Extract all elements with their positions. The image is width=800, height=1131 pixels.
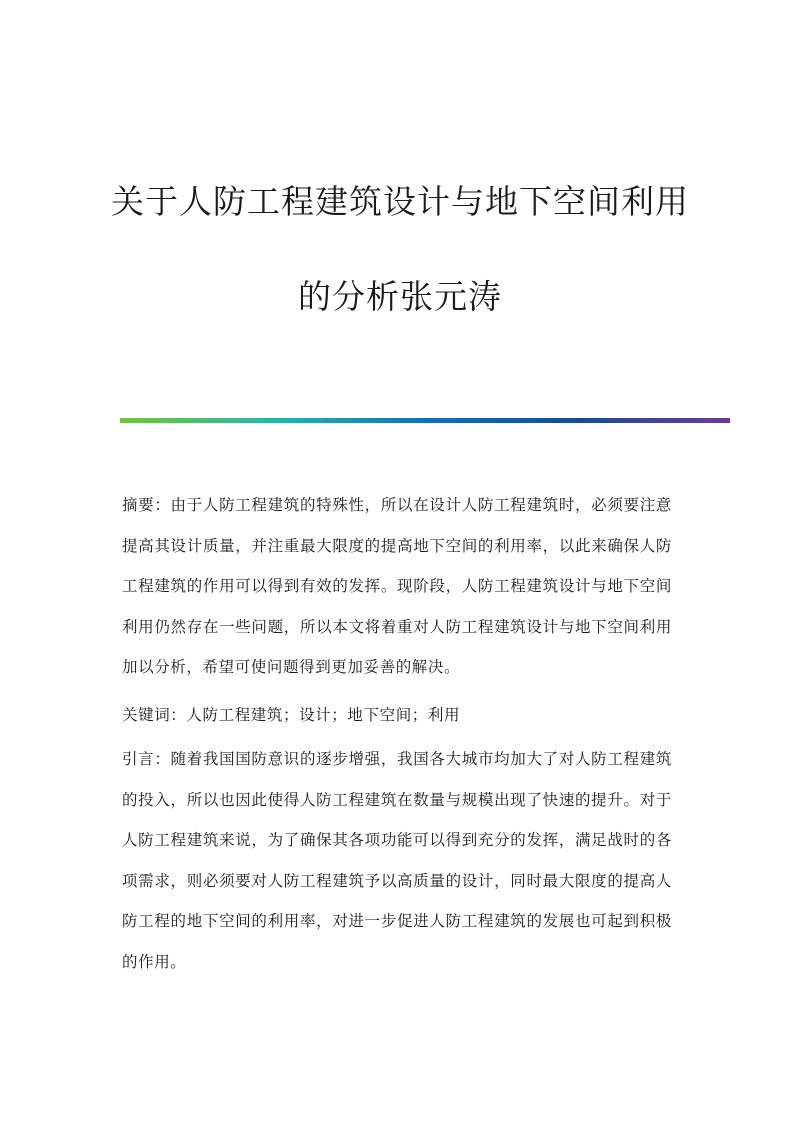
title-line-2: 的分析张元涛 [298,277,502,316]
document-body [122,485,672,982]
document-title [0,182,800,317]
gradient-divider [120,418,730,423]
keywords-paragraph: 关键词：人防工程建筑；设计；地下空间；利用 [122,705,461,724]
title-line-1: 关于人防工程建筑设计与地下空间利用 [111,182,689,221]
introduction-paragraph: 引言：随着我国国防意识的逐步增强，我国各大城市均加大了对人防工程建筑的投入，所以也因此使得人防工程建筑在数量与规模出现了快速的提升。对于人防工程建筑来说，为了确保其各项功能可以得到充分的发挥，满足战时的各项需求，则必须要对人防工程建筑予以高质量的设计，同时最大限度的提高人防工程的地下空间的利用率，对进一步促进人防工程建筑的发展也可起到积极的作用。 [122,750,672,971]
abstract-paragraph: 摘要：由于人防工程建筑的特殊性，所以在设计人防工程建筑时，必须要注意提高其设计质量，并注重最大限度的提高地下空间的利用率，以此来确保人防工程建筑的作用可以得到有效的发挥。现阶段，人防工程建筑设计与地下空间利用仍然存在一些问题，所以本文将着重对人防工程建筑设计与地下空间利用加以分析，希望可使问题得到更加妥善的解决。 [122,496,672,676]
